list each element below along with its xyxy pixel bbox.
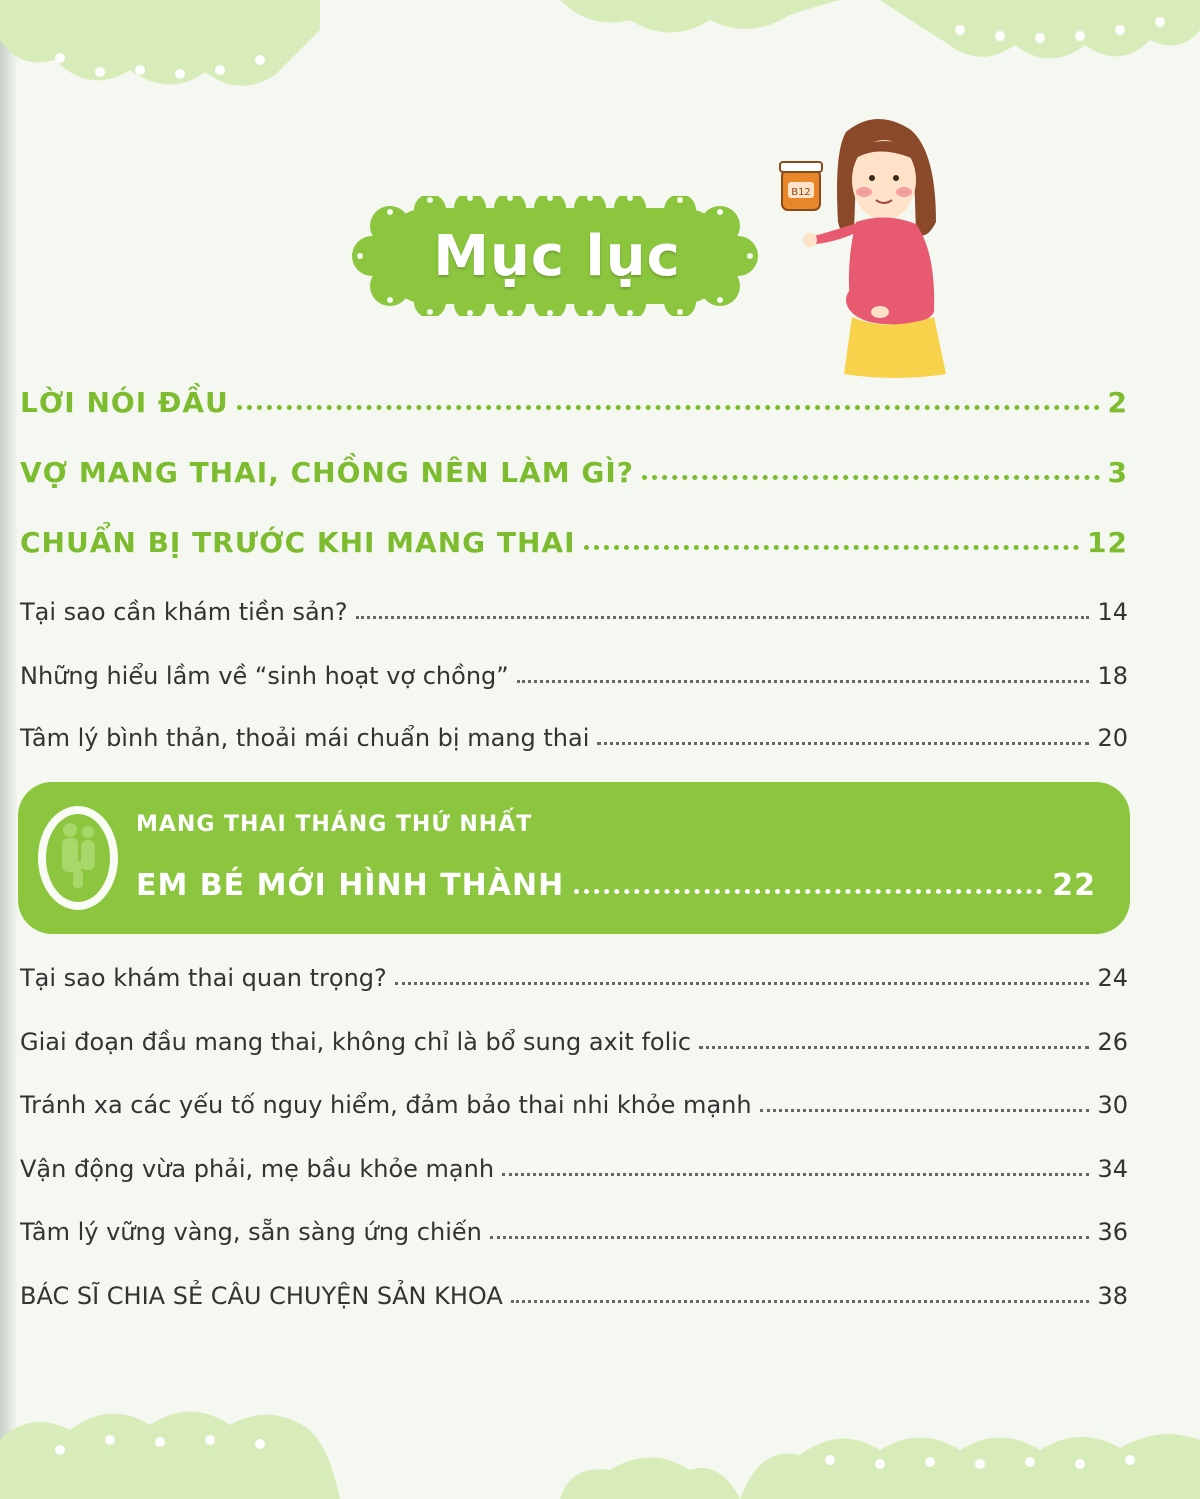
toc-entry-page: 26 [1097, 1028, 1128, 1056]
top-lace-border [0, 0, 1200, 110]
toc-entry-page: 36 [1097, 1218, 1128, 1246]
leader-dots [597, 742, 1089, 745]
toc-entry-page: 38 [1097, 1282, 1128, 1310]
toc-entry[interactable] [20, 662, 1128, 690]
toc-entry[interactable] [20, 456, 1128, 489]
toc-entry-page: 18 [1097, 662, 1128, 690]
toc-entry-page: 2 [1107, 386, 1128, 419]
leader-dots [511, 1300, 1090, 1303]
chapter-page: 22 [1052, 868, 1096, 903]
leader-dots [517, 680, 1090, 683]
family-icon [30, 796, 126, 920]
bottom-lace-border [0, 1370, 1200, 1499]
toc-entry-page: 12 [1087, 526, 1128, 559]
toc-entry-label: Tâm lý bình thản, thoải mái chuẩn bị mang thai [20, 724, 590, 752]
chapter-subtitle: MANG THAI THÁNG THỨ NHẤT [136, 812, 533, 837]
leader-dots [642, 475, 1099, 480]
toc-entry[interactable] [20, 598, 1128, 626]
toc-entry[interactable] [20, 1282, 1128, 1310]
jar-label: B12 [791, 187, 811, 198]
leader-dots [490, 1236, 1090, 1239]
toc-entry[interactable] [20, 386, 1128, 419]
toc-entry-label: Những hiểu lầm về “sinh hoạt vợ chồng” [20, 662, 509, 690]
pregnant-woman-icon [776, 112, 976, 387]
chapter-title: EM BÉ MỚI HÌNH THÀNH [136, 868, 565, 903]
toc-entry[interactable] [20, 1155, 1128, 1183]
toc-entry-label: LỜI NÓI ĐẦU [20, 386, 229, 419]
toc-entry[interactable] [20, 526, 1128, 559]
leader-dots [356, 616, 1090, 619]
leader-dots [574, 889, 1042, 894]
chapter-title-row [136, 868, 1096, 903]
leader-dots [760, 1109, 1090, 1112]
toc-entry-label: CHUẨN BỊ TRƯỚC KHI MANG THAI [20, 526, 576, 559]
toc-entry-label: Tại sao khám thai quan trọng? [20, 964, 387, 992]
toc-entry[interactable] [20, 724, 1128, 752]
toc-entry-page: 14 [1097, 598, 1128, 626]
toc-entry-label: BÁC SĨ CHIA SẺ CÂU CHUYỆN SẢN KHOA [20, 1282, 503, 1310]
chapter-banner[interactable] [18, 782, 1130, 934]
toc-entry[interactable] [20, 1091, 1128, 1119]
toc-entry-page: 3 [1107, 456, 1128, 489]
toc-entry-label: Vận động vừa phải, mẹ bầu khỏe mạnh [20, 1155, 495, 1183]
toc-entry-label: Tại sao cần khám tiền sản? [20, 598, 348, 626]
toc-entry-page: 20 [1097, 724, 1128, 752]
leader-dots [699, 1046, 1089, 1049]
toc-entry[interactable] [20, 1218, 1128, 1246]
page-title: Mục lục [433, 223, 681, 289]
leader-dots [395, 982, 1090, 985]
leader-dots [502, 1173, 1089, 1176]
page-spine-shadow [0, 0, 18, 1499]
toc-entry-label: Tránh xa các yếu tố nguy hiểm, đảm bảo thai nhi khỏe mạnh [20, 1091, 752, 1119]
toc-entry[interactable] [20, 964, 1128, 992]
toc-entry[interactable] [20, 1028, 1128, 1056]
toc-entry-label: Tâm lý vững vàng, sẵn sàng ứng chiến [20, 1218, 482, 1246]
toc-entry-label: VỢ MANG THAI, CHỒNG NÊN LÀM GÌ? [20, 456, 635, 489]
toc-entry-page: 30 [1097, 1091, 1128, 1119]
leader-dots [237, 405, 1100, 410]
toc-entry-label: Giai đoạn đầu mang thai, không chỉ là bổ sung axit folic [20, 1028, 692, 1056]
leader-dots [584, 545, 1080, 550]
toc-entry-page: 24 [1097, 964, 1128, 992]
toc-entry-page: 34 [1097, 1155, 1128, 1183]
